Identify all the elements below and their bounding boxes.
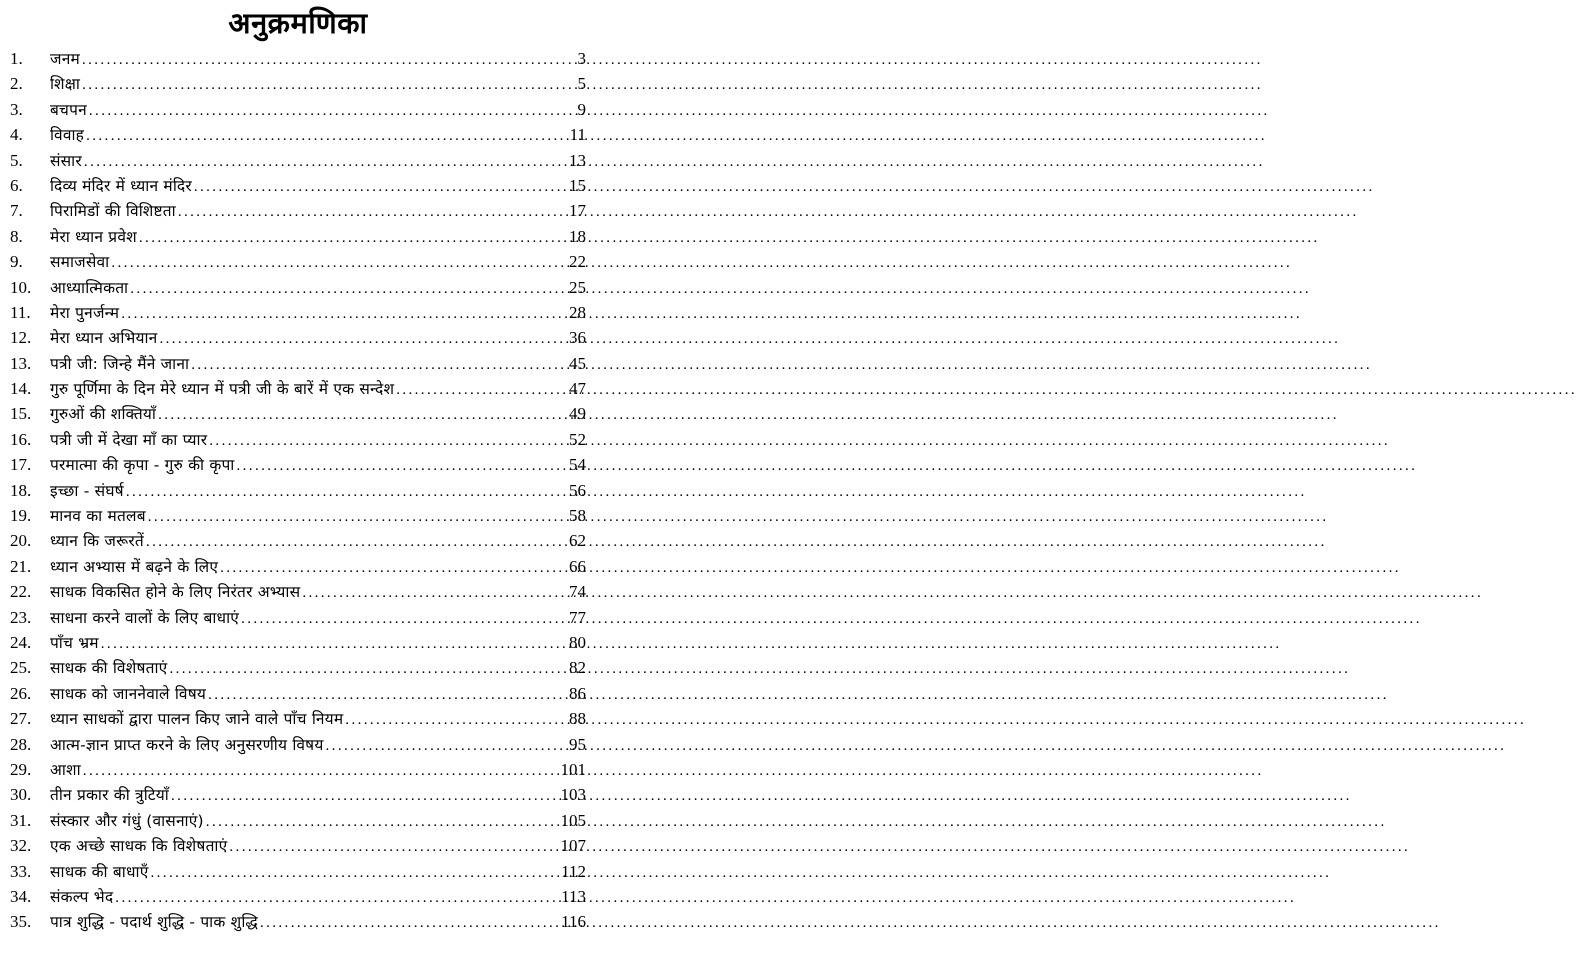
entry-number: 22. <box>10 582 32 602</box>
dot-leader <box>326 734 565 759</box>
entry-page-number: 52 <box>569 429 586 449</box>
dot-leader <box>229 835 556 860</box>
entry-number: 4. <box>10 125 23 145</box>
toc-entry <box>10 275 586 300</box>
entry-title: ध्यान कि जरूरतें <box>50 532 144 551</box>
dot-leader <box>130 277 565 302</box>
toc-entry <box>10 630 586 655</box>
toc-entry <box>10 376 586 401</box>
toc-entry <box>10 300 586 325</box>
dot-leader <box>209 429 565 454</box>
toc-entry <box>10 732 586 757</box>
entry-page-number: 58 <box>569 506 586 526</box>
entry-number: 20. <box>10 531 32 551</box>
toc-entry <box>10 198 586 223</box>
entry-title: शिक्षा <box>50 75 81 94</box>
entry-title: संसार <box>50 151 82 170</box>
toc-entry <box>10 503 586 528</box>
dot-leader <box>206 810 557 835</box>
entry-title: साधक की विशेषताएं <box>50 659 168 678</box>
entry-page-number: 54 <box>569 455 586 475</box>
page-title: अनुक्रमणिका <box>228 6 368 40</box>
toc-entry <box>10 401 586 426</box>
toc-entry <box>10 71 586 96</box>
entry-title: गुरु पूर्णिमा के दिन मेरे ध्यान में पत्री जी के बारें में एक सन्देश <box>50 380 395 399</box>
entry-number: 32. <box>10 836 32 856</box>
toc-entry <box>10 224 586 249</box>
dot-leader <box>169 657 565 682</box>
entry-number: 1. <box>10 49 23 68</box>
entry-page-number: 49 <box>569 404 586 424</box>
entry-title: जनम <box>50 50 80 68</box>
dot-leader <box>83 759 557 784</box>
entry-number: 13. <box>10 353 32 373</box>
dot-leader <box>111 251 565 276</box>
entry-title: साधना करने वालों के लिए बाधाएं <box>50 608 240 627</box>
entry-title: मेरा ध्यान प्रवेश <box>50 227 137 246</box>
toc-entry <box>10 757 586 782</box>
toc-list <box>10 46 586 935</box>
entry-page-number: 113 <box>561 886 586 906</box>
toc-entry <box>10 554 586 579</box>
toc-page <box>0 0 600 954</box>
entry-number: 27. <box>10 709 32 729</box>
toc-entry <box>10 427 586 452</box>
toc-entry <box>10 528 586 553</box>
entry-number: 5. <box>10 150 23 170</box>
dot-leader <box>148 505 565 530</box>
entry-title: पिरामिडों की विशिष्टता <box>50 202 176 221</box>
entry-page-number: 112 <box>561 861 586 881</box>
toc-entry <box>10 249 586 274</box>
entry-title: साधक की बाधाएँ <box>50 862 149 881</box>
dot-leader <box>241 607 565 632</box>
toc-entry <box>10 325 586 350</box>
entry-page-number: 80 <box>569 632 586 652</box>
entry-number: 19. <box>10 506 32 526</box>
toc-entry <box>10 655 586 680</box>
dot-leader <box>260 911 557 936</box>
dot-leader <box>171 784 556 809</box>
entry-page-number: 88 <box>569 709 586 729</box>
entry-number: 24. <box>10 632 32 652</box>
entry-number: 18. <box>10 480 32 500</box>
entry-title: साधक को जाननेवाले विषय <box>50 684 207 703</box>
entry-title: पाँच भ्रम <box>50 633 99 652</box>
toc-entry <box>10 884 586 909</box>
entry-page-number: 18 <box>569 226 586 246</box>
entry-number: 7. <box>10 201 23 221</box>
dot-leader <box>89 99 574 124</box>
dot-leader <box>220 556 565 581</box>
entry-title: एक अच्छे साधक कि विशेषताएं <box>50 837 228 856</box>
dot-leader <box>178 200 565 225</box>
toc-entry <box>10 833 586 858</box>
entry-title: ध्यान अभ्यास में बढ़ने के लिए <box>50 557 219 576</box>
entry-page-number: 86 <box>569 683 586 703</box>
entry-title: तीन प्रकार की त्रुटियाँ <box>50 786 170 805</box>
toc-entry <box>10 46 586 71</box>
entry-page-number: 11 <box>569 125 586 145</box>
entry-title: आत्म-ज्ञान प्राप्त करने के लिए अनुसरणीय विषय <box>50 735 324 754</box>
entry-title: विवाह <box>50 126 85 145</box>
entry-number: 16. <box>10 429 32 449</box>
entry-title: मेरा ध्यान अभियान <box>50 329 158 348</box>
entry-number: 3. <box>10 99 23 119</box>
dot-leader <box>396 378 565 403</box>
entry-number: 31. <box>10 810 32 830</box>
toc-entry <box>10 808 586 833</box>
entry-page-number: 74 <box>569 582 586 602</box>
dot-leader <box>101 632 565 657</box>
entry-title: संस्कार और गंधुं (वासनाएं) <box>50 811 204 830</box>
entry-number: 30. <box>10 785 32 805</box>
entry-title: आशा <box>50 760 81 779</box>
entry-title: मेरा पुनर्जन्म <box>50 303 120 322</box>
entry-number: 12. <box>10 328 32 348</box>
entry-number: 33. <box>10 861 32 881</box>
toc-entry <box>10 173 586 198</box>
entry-title: ध्यान साधकों द्वारा पालन किए जाने वाले पाँच नियम <box>50 710 344 729</box>
toc-entry <box>10 681 586 706</box>
dot-leader <box>121 302 565 327</box>
entry-title: पात्र शुद्धि - पदार्थ शुद्धि - पाक शुद्धि <box>50 913 258 932</box>
entry-page-number: 66 <box>569 556 586 576</box>
entry-page-number: 77 <box>569 607 586 627</box>
entry-page-number: 5 <box>577 74 586 94</box>
entry-page-number: 3 <box>577 49 586 68</box>
entry-page-number: 47 <box>569 379 586 399</box>
entry-title: इच्छा - संघर्ष <box>50 481 124 500</box>
entry-page-number: 62 <box>569 531 586 551</box>
dot-leader <box>115 886 557 911</box>
entry-title: दिव्य मंदिर में ध्यान मंदिर <box>50 176 192 195</box>
entry-number: 28. <box>10 734 32 754</box>
entry-page-number: 82 <box>569 658 586 678</box>
entry-number: 10. <box>10 277 32 297</box>
entry-title: पत्री जी: जिन्हे मैंने जाना <box>50 354 190 373</box>
toc-entry <box>10 351 586 376</box>
entry-number: 15. <box>10 404 32 424</box>
dot-leader <box>146 530 565 555</box>
toc-entry <box>10 605 586 630</box>
entry-page-number: 105 <box>560 810 586 830</box>
entry-title: मानव का मतलब <box>50 507 146 526</box>
entry-page-number: 95 <box>569 734 586 754</box>
toc-entry <box>10 579 586 604</box>
dot-leader <box>86 124 566 149</box>
dot-leader <box>151 861 558 886</box>
entry-title: समाजसेवा <box>50 253 110 272</box>
toc-entry <box>10 706 586 731</box>
dot-leader <box>126 480 565 505</box>
entry-page-number: 116 <box>561 912 586 932</box>
entry-number: 35. <box>10 912 32 932</box>
entry-number: 23. <box>10 607 32 627</box>
entry-number: 14. <box>10 379 32 399</box>
dot-leader <box>191 353 565 378</box>
entry-title: परमात्मा की कृपा - गुरु की कृपा <box>50 456 235 475</box>
entry-page-number: 101 <box>560 759 586 779</box>
entry-page-number: 17 <box>569 201 586 221</box>
entry-number: 17. <box>10 455 32 475</box>
dot-leader <box>302 581 565 606</box>
entry-title: गुरुओं की शक्तियाँ <box>50 405 157 424</box>
dot-leader <box>158 403 565 428</box>
entry-number: 6. <box>10 175 23 195</box>
entry-page-number: 56 <box>569 480 586 500</box>
entry-title: संकल्प भेद <box>50 887 114 906</box>
toc-entry <box>10 452 586 477</box>
entry-page-number: 9 <box>577 99 586 119</box>
entry-number: 26. <box>10 683 32 703</box>
toc-entry <box>10 909 586 934</box>
dot-leader <box>345 708 565 733</box>
entry-number: 29. <box>10 759 32 779</box>
entry-title: पत्री जी में देखा माँ का प्यार <box>50 430 208 449</box>
dot-leader <box>159 327 565 352</box>
entry-number: 34. <box>10 886 32 906</box>
dot-leader <box>208 683 565 708</box>
toc-entry <box>10 122 586 147</box>
entry-title: आध्यात्मिकता <box>50 278 129 297</box>
toc-entry <box>10 859 586 884</box>
entry-number: 25. <box>10 658 32 678</box>
entry-title: बचपन <box>50 100 87 119</box>
entry-page-number: 28 <box>569 302 586 322</box>
entry-page-number: 107 <box>560 836 586 856</box>
entry-page-number: 45 <box>569 353 586 373</box>
toc-entry <box>10 97 586 122</box>
dot-leader <box>194 175 565 200</box>
dot-leader <box>237 454 566 479</box>
entry-number: 8. <box>10 226 23 246</box>
dot-leader <box>82 73 573 98</box>
entry-page-number: 25 <box>569 277 586 297</box>
entry-title: साधक विकसित होने के लिए निरंतर अभ्यास <box>50 583 301 602</box>
entry-page-number: 103 <box>560 785 586 805</box>
entry-number: 2. <box>10 74 23 94</box>
entry-number: 9. <box>10 252 23 272</box>
entry-page-number: 36 <box>569 328 586 348</box>
entry-number: 11. <box>10 302 31 322</box>
toc-entry <box>10 782 586 807</box>
dot-leader <box>139 226 565 251</box>
dot-leader <box>84 150 565 175</box>
entry-page-number: 13 <box>569 150 586 170</box>
entry-number: 21. <box>10 556 32 576</box>
dot-leader <box>82 48 574 73</box>
toc-entry <box>10 478 586 503</box>
toc-entry <box>10 148 586 173</box>
entry-page-number: 15 <box>569 175 586 195</box>
entry-page-number: 22 <box>569 252 586 272</box>
